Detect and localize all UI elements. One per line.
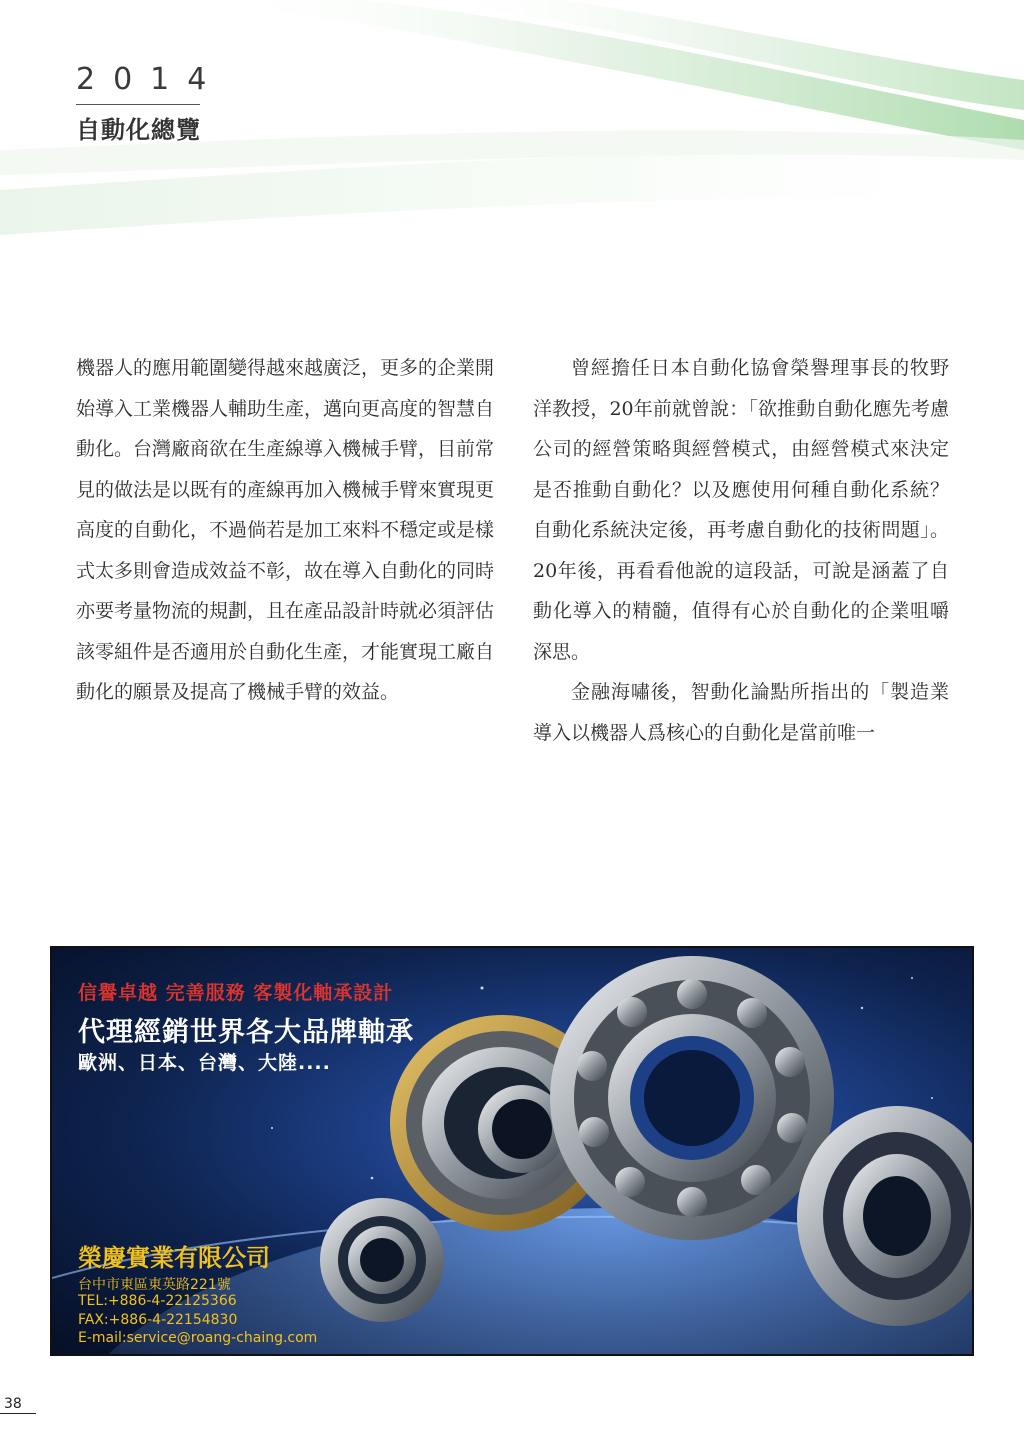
article-paragraph: 曾經擔任日本自動化協會榮譽理事長的牧野洋教授，20年前就曾說：「欲推動自動化應先考慮公司的經營策略與經營模式，由經營模式來決定是否推動自動化？以及應使用何種自動化系統？自動化系統決定後，再考慮自動化的技術問題」。20年後，再看看他說的這段話，可說是涵蓋了自動化導入的精髓，值得有心於自動化的企業咀嚼深思。: [533, 357, 949, 663]
ad-tagline: 信譽卓越 完善服務 客製化軸承設計: [78, 982, 394, 1004]
page-number-rule: [0, 1413, 36, 1414]
ad-company-name: 榮慶實業有限公司: [78, 1244, 270, 1272]
article-left-column: [76, 348, 494, 713]
ad-fax: FAX:+886-4-22154830: [78, 1312, 238, 1328]
bearing-advertisement: [50, 946, 974, 1356]
year-underline-divider: [76, 104, 200, 105]
issue-year: 2014: [76, 62, 225, 97]
article-right-column: [533, 348, 949, 753]
ad-address: 台中市東區東英路221號: [78, 1277, 231, 1293]
issue-title: 自動化總覽: [76, 116, 201, 144]
ad-headline: 代理經銷世界各大品牌軸承: [78, 1017, 414, 1048]
ad-email-link[interactable]: E-mail:service@roang-chaing.com: [78, 1330, 318, 1346]
ad-telephone: TEL:+886-4-22125366: [78, 1293, 237, 1309]
ad-regions: 歐洲、日本、台灣、大陸....: [78, 1052, 331, 1074]
article-paragraph: 金融海嘯後，智動化論點所指出的「製造業導入以機器人爲核心的自動化是當前唯一: [533, 681, 949, 744]
article-paragraph: 機器人的應用範圍變得越來越廣泛，更多的企業開始導入工業機器人輔助生產，邁向更高度的智慧自動化。台灣廠商欲在生產線導入機械手臂，目前常見的做法是以既有的產線再加入機械手臂來實現更高度的自動化，不過倘若是加工來料不穩定或是樣式太多則會造成效益不彰，故在導入自動化的同時亦要考量物流的規劃，且在產品設計時就必須評估該零組件是否適用於自動化生產，才能實現工廠自動化的願景及提高了機械手臂的效益。: [76, 357, 495, 703]
page-number: 38: [4, 1396, 22, 1412]
